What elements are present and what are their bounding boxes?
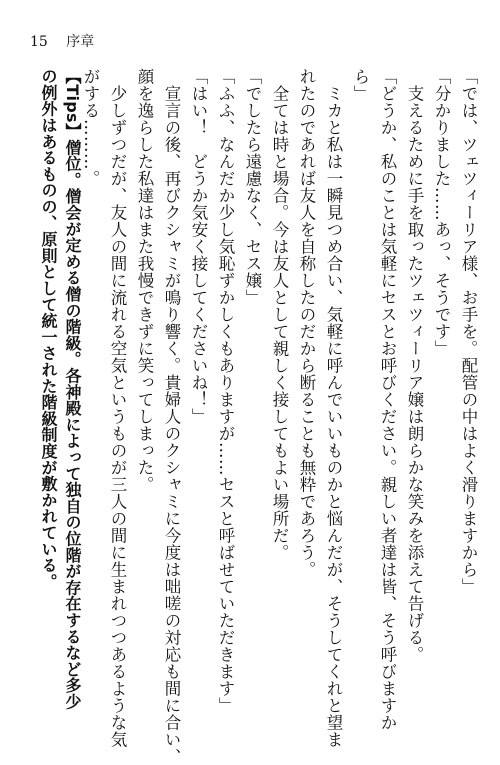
- body-line-3: 支えるために手を取ったツェツィーリア嬢は朗らかな笑みを添えて告げる。: [405, 84, 424, 663]
- tips-note: [36, 68, 84, 710]
- body-line-13: 顔を逸らした私達はまた我慢できずに笑ってしまった。: [135, 68, 154, 493]
- tips-line-1: [60, 68, 84, 710]
- chapter-title: 序章: [66, 34, 95, 50]
- body-line-11: 「はい！ どうか気安く接してくださいね！」: [189, 68, 208, 425]
- body-line-15: がする………。: [81, 68, 100, 187]
- body-line-10: 「ふふ、なんだか少し気恥ずかしくもありますが……セスと呼ばせていただきます」: [216, 68, 235, 714]
- page-number: 15: [30, 34, 48, 50]
- body-line-1: 「では、ツェツィーリア様、お手を。配管の中はよく滑りますから」: [459, 68, 478, 595]
- tips-line-2: [36, 68, 60, 666]
- body-line-8: 全ては時と場合。今は友人として親しく接してもよい場所だ。: [270, 84, 289, 561]
- body-line-2: 「分かりました……あっ、そうです」: [432, 68, 451, 357]
- tips-text-2: の例外はあるものの、原則として統一された階級制度が敷かれている。: [39, 68, 58, 590]
- body-line-7: れたのであれば友人を自称したのだから断ることも無粋であろう。: [297, 68, 316, 578]
- tips-text-1: 僧位。僧会が定める僧の階級。各神殿によって独自の位階が存在するなど多少: [63, 139, 82, 710]
- body-line-5: ら」: [351, 68, 370, 102]
- body-line-9: 「でしたら遠慮なく、セス嬢」: [243, 68, 262, 306]
- body-line-14: 少しずつだが、友人の間に流れる空気というものが三人の間に生まれつつあるような気: [108, 84, 127, 748]
- tips-label: 【Tips】: [63, 68, 82, 140]
- body-text: [77, 68, 482, 765]
- body-line-4: 「どうか、私のことは気軽にセスとお呼びください。親しい者達は皆、そう呼びますか: [378, 68, 397, 731]
- page-header: [30, 34, 94, 50]
- body-line-6: ミカと私は一瞬見つめ合い、気軽に呼んでいいものかと悩んだが、そうしてくれと望ま: [324, 84, 343, 748]
- body-line-12: 宣言の後、再びクシャミが鳴り響く。貴婦人のクシャミに今度は咄嗟の対応も間に合い、: [162, 84, 181, 765]
